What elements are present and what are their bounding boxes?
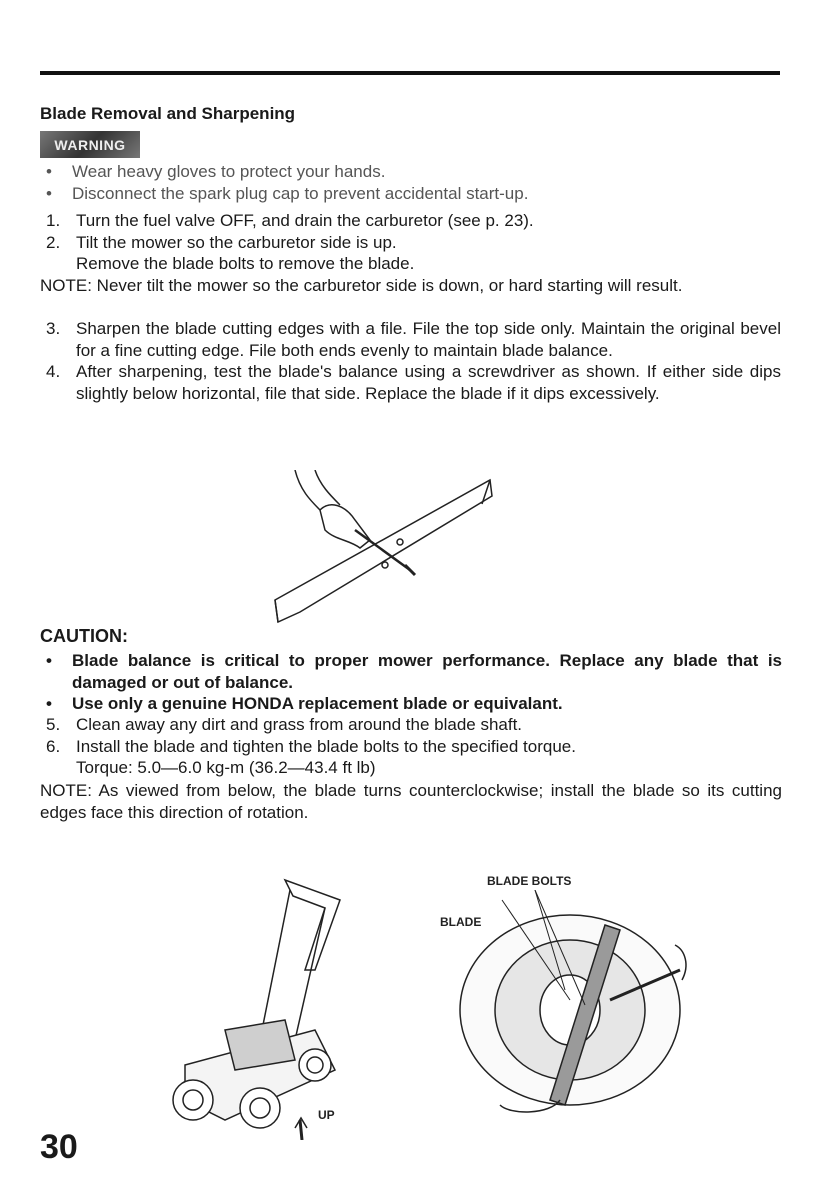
mower-illustration	[165, 870, 350, 1140]
warning-badge	[40, 131, 140, 158]
section-title: Blade Removal and Sharpening	[40, 104, 296, 123]
top-rule	[40, 71, 780, 75]
steps-list-a	[46, 210, 781, 275]
step-item: 2. Tilt the mower so the carburetor side is up.	[46, 232, 397, 252]
caution-item: • Blade balance is critical to proper mower performance. Replace any blade that is damaged or out of balance.	[46, 651, 782, 692]
page-number: 30	[40, 1128, 78, 1166]
up-label: UP	[318, 1108, 335, 1122]
step-item-cont: Remove the blade bolts to remove the blade.	[76, 254, 415, 273]
caution-list	[40, 650, 782, 715]
steps-list-b	[46, 318, 781, 404]
step-item-cont: Torque: 5.0—6.0 kg-m (36.2—43.4 ft lb)	[76, 758, 376, 777]
warning-label: WARNING	[54, 136, 126, 153]
blade-bolts-label: BLADE BOLTS	[487, 874, 572, 888]
step-item: 3. Sharpen the blade cutting edges with a file. File the top side only. Maintain the original bevel for a fine cutting edge. File both ends evenly to maintain blade balance.	[46, 319, 781, 360]
warning-list	[40, 161, 785, 204]
blade-label: BLADE	[440, 915, 482, 929]
step-item: 1. Turn the fuel valve OFF, and drain the carburetor (see p. 23).	[46, 211, 534, 230]
step-item: 4. After sharpening, test the blade's balance using a screwdriver as shown. If either side dips slightly below horizontal, file that side. Replace the blade if it dips excessively.	[46, 362, 781, 403]
blade-balance-illustration	[260, 470, 500, 640]
caution-item: • Use only a genuine HONDA replacement blade or equivalant.	[46, 694, 563, 713]
note-1: NOTE: Never tilt the mower so the carburetor side is down, or hard starting will result.	[40, 276, 683, 295]
caution-label: CAUTION:	[40, 626, 128, 646]
step-item: 5. Clean away any dirt and grass from around the blade shaft.	[46, 715, 523, 734]
warning-item: • Wear heavy gloves to protect your hands.	[46, 162, 386, 181]
steps-list-c	[46, 714, 781, 779]
note-2: NOTE: As viewed from below, the blade turns counterclockwise; install the blade so its cutting edges face this direction of rotation.	[40, 781, 782, 822]
warning-item: • Disconnect the spark plug cap to prevent accidental start-up.	[46, 183, 529, 203]
step-item: 6. Install the blade and tighten the blade bolts to the specified torque.	[46, 736, 576, 756]
